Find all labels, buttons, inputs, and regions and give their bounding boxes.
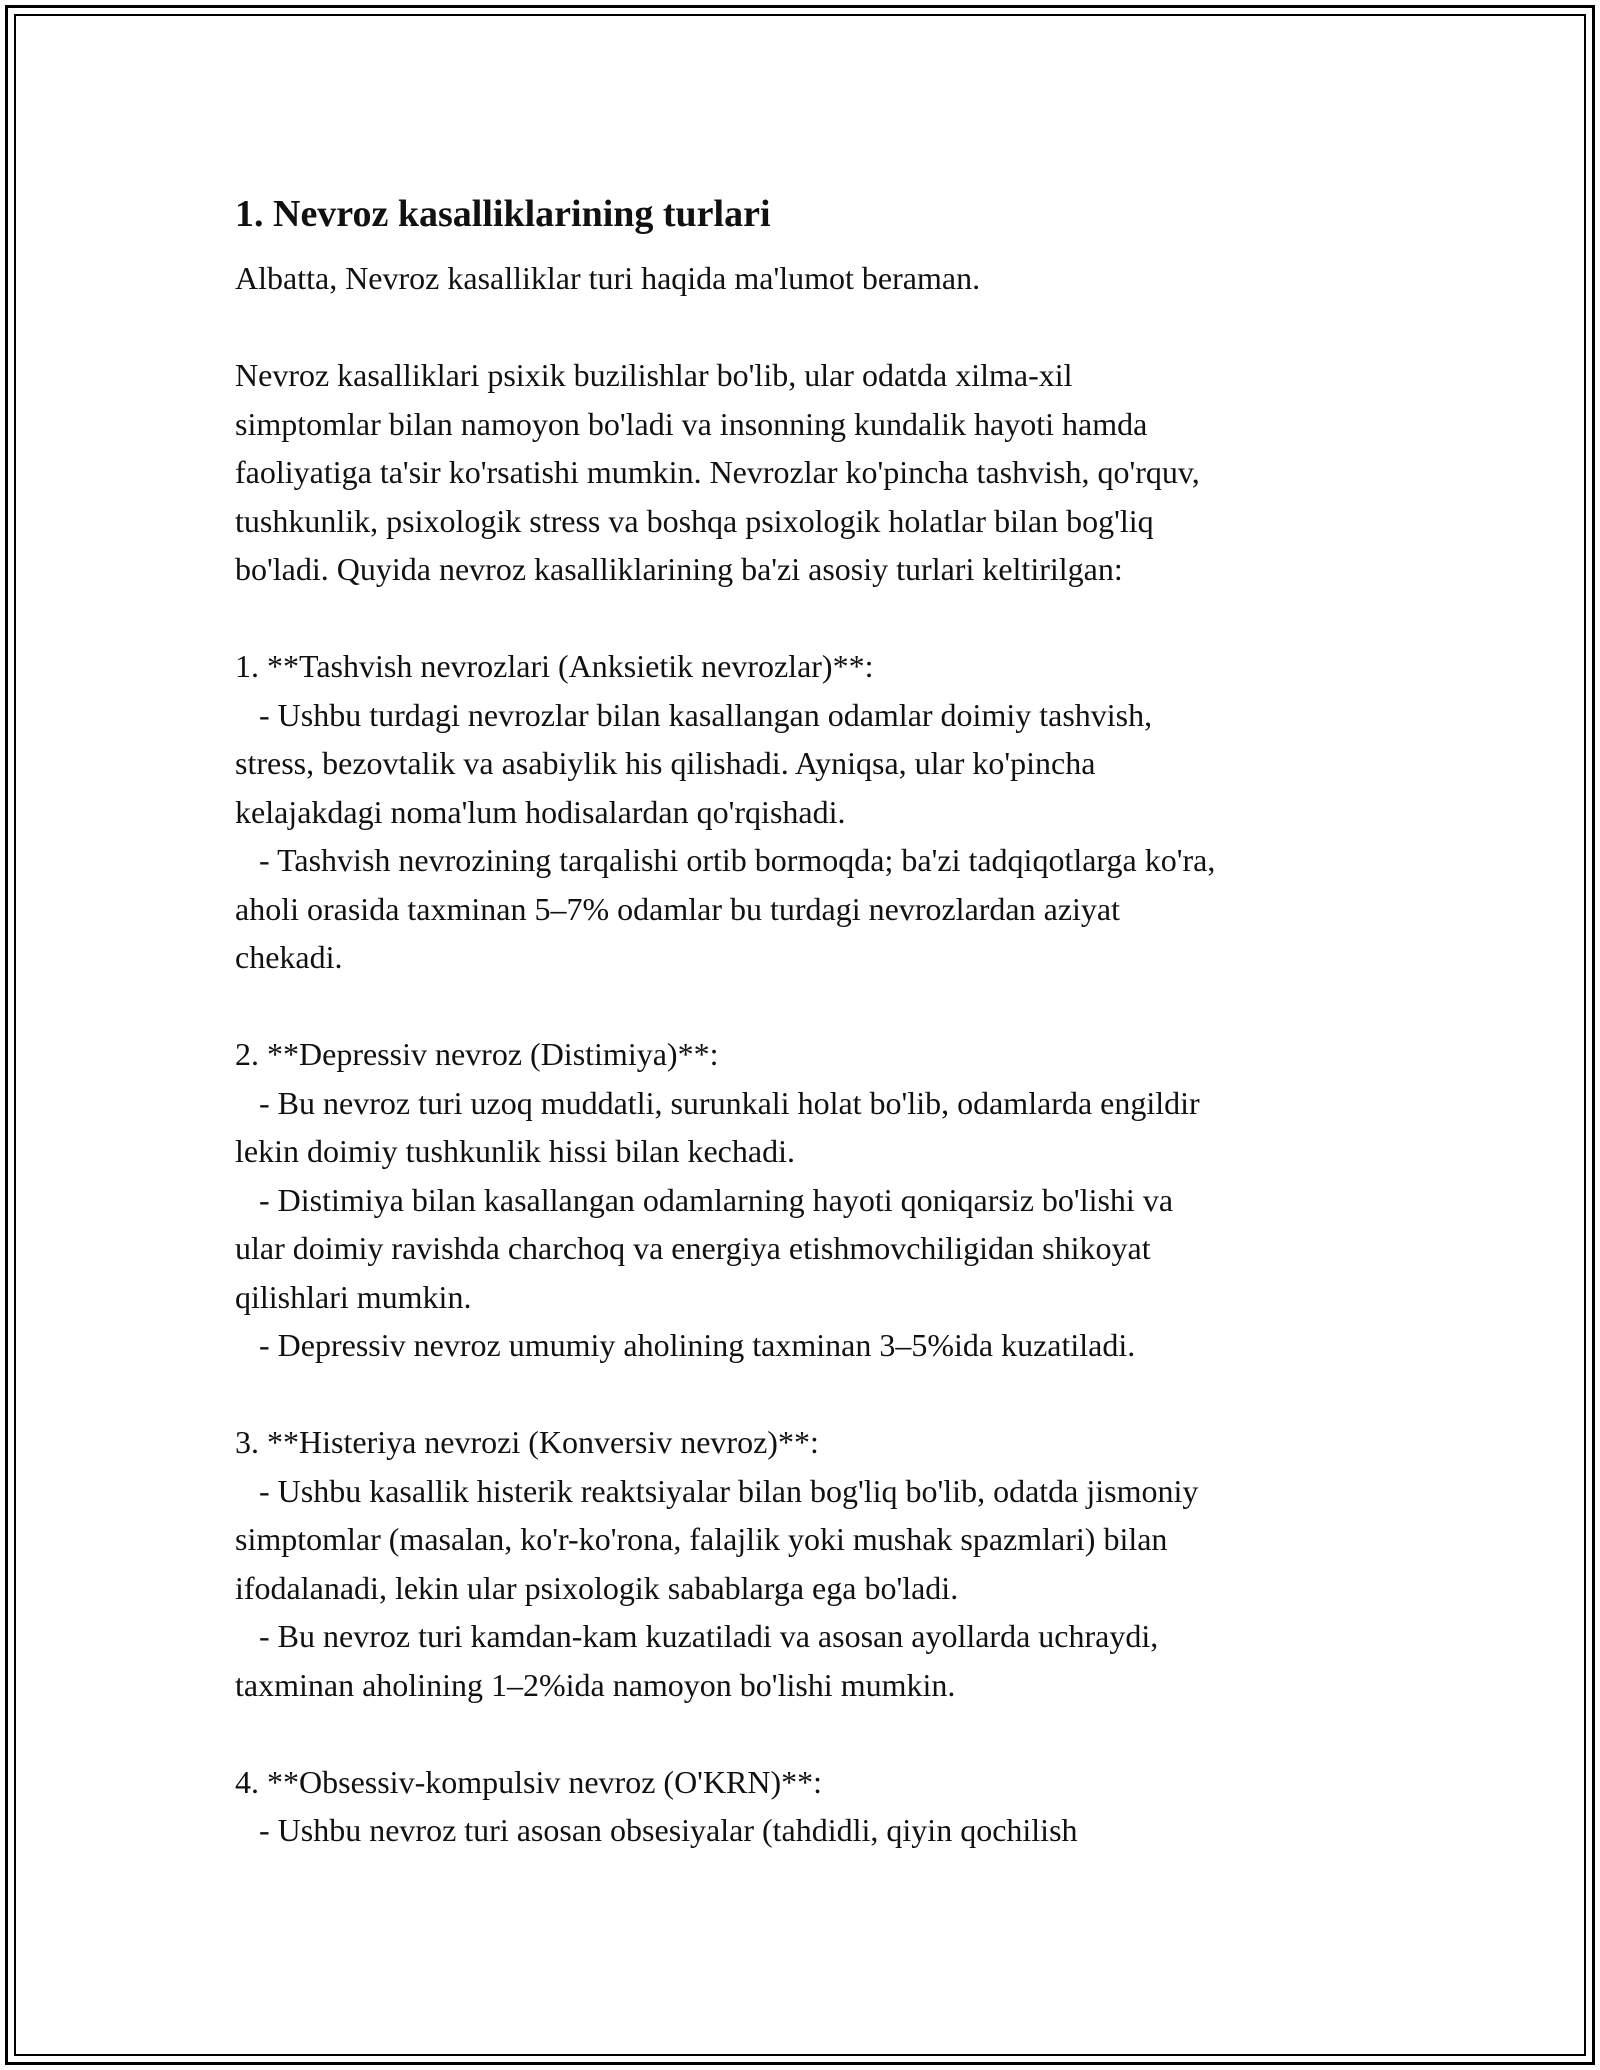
text-line: taxminan aholining 1–2%ida namoyon bo'lishi mumkin. <box>235 1666 956 1703</box>
text-line: Albatta, Nevroz kasalliklar turi haqida ma'lumot beraman. <box>235 260 981 296</box>
text-line: - Bu nevroz turi kamdan-kam kuzatiladi va asosan ayollarda uchraydi, <box>235 1618 1159 1654</box>
text-line: - Distimiya bilan kasallangan odamlarning hayoti qoniqarsiz bo'lishi va <box>235 1181 1174 1218</box>
text-line: tushkunlik, psixologik stress va boshqa psixologik holatlar bilan bog'liq <box>235 502 1154 539</box>
text-block <box>235 254 1385 1855</box>
text-line: kelajakdagi noma'lum hodisalardan qo'rqishadi. <box>235 793 846 830</box>
text-line: - Tashvish nevrozining tarqalishi ortib bormoqda; ba'zi tadqiqotlarga ko'ra, <box>235 842 1216 878</box>
text-line: - Ushbu kasallik histerik reaktsiyalar bilan bog'liq bo'lib, odatda jismoniy <box>235 1472 1199 1509</box>
text-line: chekadi. <box>235 939 343 975</box>
text-line: ular doimiy ravishda charchoq va energiya etishmovchiligidan shikoyat <box>235 1230 1151 1266</box>
page-title: 1. Nevroz kasalliklarining turlari <box>235 193 771 235</box>
text-line: - Depressiv nevroz umumiy aholining taxminan 3–5%ida kuzatiladi. <box>235 1327 1136 1363</box>
text-line: simptomlar bilan namoyon bo'ladi va insonning kundalik hayoti hamda <box>235 405 1148 442</box>
text-line: 2. **Depressiv nevroz (Distimiya)**: <box>235 1036 719 1072</box>
text-line: ifodalanadi, lekin ular psixologik sabablarga ega bo'ladi. <box>235 1569 959 1606</box>
text-line: - Ushbu turdagi nevrozlar bilan kasallangan odamlar doimiy tashvish, <box>235 696 1153 733</box>
text-line: 3. **Histeriya nevrozi (Konversiv nevroz)**: <box>235 1424 819 1460</box>
text-line: - Ushbu nevroz turi asosan obsesiyalar (tahdidli, qiyin qochilish <box>235 1812 1078 1848</box>
text-line: qilishlari mumkin. <box>235 1278 472 1315</box>
text-line: faoliyatiga ta'sir ko'rsatishi mumkin. Nevrozlar ko'pincha tashvish, qo'rquv, <box>235 454 1200 490</box>
text-line <box>235 1709 1385 1758</box>
text-line: lekin doimiy tushkunlik hissi bilan kechadi. <box>235 1133 795 1169</box>
text-line: 4. **Obsessiv-kompulsiv nevroz (O'KRN)**: <box>235 1763 823 1800</box>
text-line <box>235 303 1385 352</box>
text-line: bo'ladi. Quyida nevroz kasalliklarining ba'zi asosiy turlari keltirilgan: <box>235 551 1123 587</box>
text-line: aholi orasida taxminan 5–7% odamlar bu turdagi nevrozlardan aziyat <box>235 890 1121 927</box>
text-line: Nevroz kasalliklari psixik buzilishlar bo'lib, ular odatda xilma-xil <box>235 357 1073 393</box>
text-line <box>235 982 1385 1031</box>
text-line <box>235 594 1385 643</box>
text-line: simptomlar (masalan, ko'r-ko'rona, falajlik yoki mushak spazmlari) bilan <box>235 1521 1168 1557</box>
text-line: stress, bezovtalik va asabiylik his qilishadi. Ayniqsa, ular ko'pincha <box>235 745 1096 781</box>
text-line: 1. **Tashvish nevrozlari (Anksietik nevrozlar)**: <box>235 648 874 684</box>
text-line: - Bu nevroz turi uzoq muddatli, surunkali holat bo'lib, odamlarda engildir <box>235 1084 1200 1121</box>
document-body <box>235 186 1385 1855</box>
text-line <box>235 1370 1385 1419</box>
